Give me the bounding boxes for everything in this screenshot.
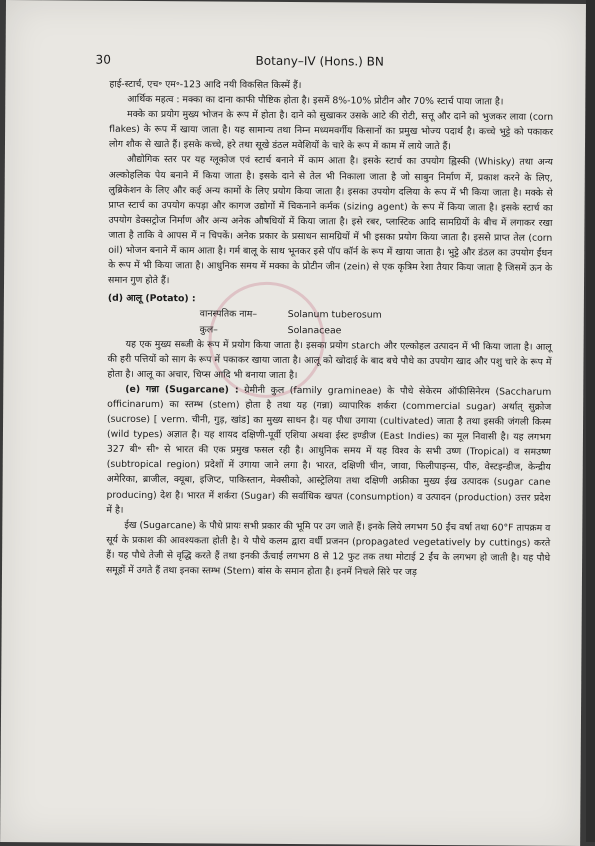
page-header xyxy=(96,53,556,74)
section-heading-potato: (d) आलू (Potato) : xyxy=(107,293,196,305)
paragraph-potato: यह एक मुख्य सब्जी के रूप में प्रयोग किया जाता है। इसका प्रयोग starch और एल्कोहल उत्पादन में भी किया जाता है। आलू की हरी पत्तियों को साग के रूप में पकाकर खाया जाता है। आलू को खोदाई के बाद बचे पौधे का उपयोग खाद और पशु चारे के रूप में होता है। आलू का अचार, चिप्स आदि भी बनाया जाता है। xyxy=(107,338,552,381)
paragraph: आर्थिक महत्व : मक्का का दाना काफी पौष्टिक होता है। इसमें 8%-10% प्रोटीन और 70% स्टार्च पाया जाता है। xyxy=(127,93,504,108)
taxonomy-value: Solanaceae xyxy=(287,324,342,336)
paragraph: औद्योगिक स्तर पर यह ग्लूकोज एवं स्टार्च बनाने में काम आता है। इसके स्टार्च का उपयोग ह्विस्की (Whisky) तथा अन्य अल्कोहलिक पेय बनाने में किया जाता है। इसके दाने से तेल भी निकाला जाता है जो साबुन निर्माण में, प्रकाश करने के लिए, लुब्रिकेशन के लिए और कई अन्य कामों के लिए प्रयोग किया जाता है। इसका उपयोग दलिया के रूप में भी किया जाता है। मक्के से प्राप्त स्टार्च का उपयोग कपड़ा और कागज उद्योगों में चिकनाने कर्मक (sizing agent) के रूप में किया जाता है। इसके स्टार्च का उपयोग डेक्सट्रोज निर्माण और अन्य अनेक औषधियों में किया जाता है। इसे रबर, प्लास्टिक आदि सामग्रियों के बीच में लगाकर रखा जाता है ताकि वे आपस में न चिपकें। अनेक प्रकार के प्रसाधन सामग्रियों में भी इसका प्रयोग किया जाता है। इससे प्राप्त तेल (corn oil) भोजन बनाने में काम आता है। गर्म बालू के साथ भूनकर इसे पॉप कॉर्न के रूप में खाया जाता है। भुट्टे और डंठल का उपयोग ईंधन के रूप में भी किया जाता है। आधुनिक समय में मक्का के प्रोटीन जीन (zein) से एक कृत्रिम रेशा तैयार किया जाता है जिसमें ऊन के समान गुण होते हैं। xyxy=(108,154,553,287)
page-number: 30 xyxy=(95,52,111,67)
sugarcane-text-1: ग्रेमीनी कुल (family gramineae) के पौधे सेकेरम ऑफीसिनेरम (Saccharum officinarum) का स्तम्भ (stem) होता है तथा यह (गन्ना) व्यापारिक शर्करा (commercial sugar) अर्थात् सुक्रोज (sucrose) [ verm. चीनी, गुड़, खांड] का मुख्य साधन है। यह पौधा उगाया (cultivated) जाता है तथा इसकी जंगली किस्म (wild types) अज्ञात है। यह शायद दक्षिणी-पूर्वी एशिया अथवा ईस्ट इण्डीज (East Indies) का मूल निवासी है। यह लगभग 327 बी॰ सी॰ से भारत की एक प्रमुख फसल रही है। आधुनिक समय में यह विश्व के सभी उष्ण (Tropical) व समउष्ण (subtropical region) प्रदेशों में उगाया जाने लगा है। भारत, दक्षिणी चीन, जावा, फिलीपाइन्स, पीरु, वेस्टइन्डीज, केन्द्रीय अमेरिका, ब्राजील, क्यूबा, इजिप्ट, पाकिस्तान, मेक्सीको, आस्ट्रेलिया तथा दक्षिणी अफ्रीका मुख्य ईख उत्पादक (sugar cane producing) देश है। भारत में शर्करा (Sugar) की सर्वाधिक खपत (consumption) व उत्पादन (production) उत्तर प्रदेश में है। xyxy=(106,384,552,516)
taxonomy-key: कुल– xyxy=(199,323,218,335)
running-head: Botany–IV (Hons.) BN xyxy=(255,53,384,69)
page-edge-shadow xyxy=(586,0,595,842)
taxonomy-key: वानस्पतिक नाम– xyxy=(199,308,258,321)
taxonomy-value: Solanum tuberosum xyxy=(287,309,382,322)
paragraph: मक्के का प्रयोग मुख्य भोजन के रूप में होता है। दाने को सुखाकर उसके आटे की रोटी, सत्तू और दाने को भुजकर लावा (corn flakes) के रूप में खाया जाता है। यह सामान्य तथा निम्न मध्यमवर्गीय किसानों का प्रमुख भोज्य पदार्थ है। कच्चे भुट्टे को पकाकर लोग शौक से खाते हैं। इसके कच्चे, हरे तथा सूखे डंठल मवेशियों के चारे के रूप में काम में लाये जाते हैं। xyxy=(108,109,554,153)
paragraph-sugarcane xyxy=(106,382,551,521)
section-heading-sugarcane: (e) गन्ना (Sugarcane) : xyxy=(125,383,239,396)
paragraph-sugarcane-2: ईख (Sugarcane) के पौधे प्रायः सभी प्रकार की भूमि पर उग जाते हैं। इनके लिये लगभग 50 ईंच वर्षा तथा 60°F तापक्रम व सूर्य के प्रकाश की आवश्यकता होती है। ये पौधे कलम द्वारा वर्धी प्रजनन (propagated vegetatively by cuttings) करते हैं। यह पौधे तेजी से वृद्धि करते हैं तथा इनकी ऊँचाई लगभग 8 से 12 फुट तक तथा मोटाई 2 ईंच के लगभग हो जाती है। यह पौधे समूहों में उगते हैं तथा इनका स्तम्भ (Stem) बांस के समान होता है। इनमें निचले सिरे पर जड़ xyxy=(105,519,551,578)
paragraph: हाई-स्टार्च, एच॰ एम॰-123 आदि नयी विकसित किस्में हैं। xyxy=(109,78,302,92)
page-body xyxy=(106,77,553,581)
